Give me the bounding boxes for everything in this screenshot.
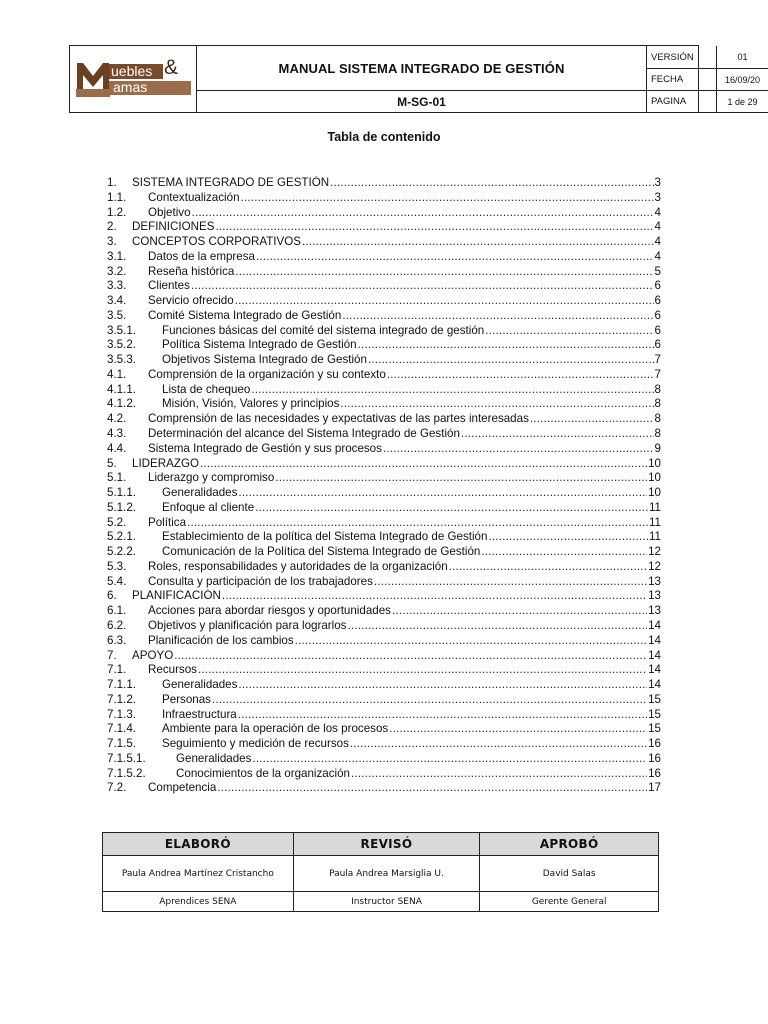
toc-entry-title: Reseña histórica	[148, 264, 235, 278]
table-of-contents	[107, 176, 661, 796]
toc-entry-leader	[481, 545, 647, 560]
toc-entry[interactable]	[107, 176, 661, 191]
toc-entry-leader	[488, 530, 647, 545]
toc-entry[interactable]	[107, 220, 661, 235]
toc-entry-leader	[295, 634, 647, 649]
toc-entry-leader	[174, 649, 647, 664]
toc-entry-page: 3	[654, 190, 661, 204]
toc-entry-leader	[461, 427, 654, 442]
toc-entry-page: 7	[654, 353, 661, 367]
toc-entry-page: 14	[648, 648, 661, 662]
toc-entry-page: 14	[648, 663, 661, 677]
toc-entry[interactable]	[107, 427, 661, 442]
toc-entry-title: Objetivos Sistema Integrado de Gestión	[162, 353, 367, 367]
toc-entry-title: Personas	[162, 692, 211, 706]
toc-entry-number: 7.1.4.	[107, 722, 137, 736]
toc-entry-number: 7.1.5.2.	[107, 766, 146, 780]
toc-entry-leader	[238, 486, 647, 501]
toc-entry[interactable]	[107, 678, 661, 693]
toc-entry[interactable]	[107, 589, 661, 604]
toc-entry-page: 8	[654, 427, 661, 441]
logo-word-camas: amas	[113, 79, 148, 95]
header-elaboro: ELABORÓ	[103, 833, 294, 856]
toc-entry[interactable]	[107, 737, 661, 752]
toc-entry-title: LIDERAZGO	[132, 456, 199, 470]
toc-entry-title: Contextualización	[148, 190, 240, 204]
toc-entry-leader	[256, 250, 654, 265]
toc-entry-leader	[187, 516, 648, 531]
toc-entry-number: 5.2.2.	[107, 545, 137, 559]
toc-entry-title: CONCEPTOS CORPORATIVOS	[132, 235, 301, 249]
toc-entry[interactable]	[107, 368, 661, 383]
toc-entry-page: 10	[648, 456, 661, 470]
toc-entry-title: Acciones para abordar riesgos y oportunidades	[148, 604, 391, 618]
toc-entry-page: 6	[654, 279, 661, 293]
toc-entry-page: 16	[648, 737, 661, 751]
toc-entry-number: 5.4.	[107, 574, 127, 588]
toc-entry-title: Generalidades	[162, 678, 238, 692]
toc-entry[interactable]	[107, 338, 661, 353]
toc-entry-number: 7.1.2.	[107, 692, 137, 706]
toc-entry-title: SISTEMA INTEGRADO DE GESTIÓN	[132, 176, 330, 189]
toc-entry-leader	[530, 412, 654, 427]
toc-entry-leader	[200, 457, 647, 472]
toc-entry-page: 8	[654, 412, 661, 426]
toc-entry-page: 6	[654, 308, 661, 322]
toc-entry-title: Ambiente para la operación de los procesos	[162, 722, 389, 736]
toc-entry-number: 4.1.	[107, 367, 127, 381]
document-code: M-SG-01	[197, 91, 647, 113]
toc-entry-title: Objetivos y planificación para lograrlos	[148, 618, 347, 632]
toc-entry-page: 13	[648, 604, 661, 618]
toc-entry-title: Generalidades	[176, 751, 252, 765]
toc-entry-leader	[238, 708, 647, 723]
toc-entry-page: 11	[648, 500, 661, 514]
toc-entry-number: 6.	[107, 589, 117, 603]
toc-entry-page: 12	[648, 545, 661, 559]
toc-entry-number: 6.3.	[107, 633, 127, 647]
toc-entry-leader	[302, 235, 654, 250]
company-logo	[75, 56, 191, 99]
toc-entry[interactable]	[107, 560, 661, 575]
toc-entry-page: 11	[648, 515, 661, 529]
role-aprobo: Gerente General	[480, 892, 659, 912]
toc-entry-title: Servicio ofrecido	[148, 294, 234, 308]
toc-entry-number: 5.3.	[107, 559, 127, 573]
toc-entry[interactable]	[107, 324, 661, 339]
toc-entry-page: 14	[648, 618, 661, 632]
toc-entry-leader	[252, 752, 647, 767]
toc-entry-number: 7.1.5.	[107, 737, 137, 751]
toc-entry-title: Comprensión de la organización y su contexto	[148, 367, 386, 381]
toc-entry-leader	[389, 722, 647, 737]
signature-header-row	[103, 833, 659, 856]
toc-entry-number: 4.1.1.	[107, 382, 137, 396]
toc-entry[interactable]	[107, 619, 661, 634]
document-header	[69, 45, 761, 113]
toc-entry-title: Competencia	[148, 781, 217, 795]
toc-entry-title: Determinación del alcance del Sistema Integrado de Gestión	[148, 427, 460, 441]
toc-entry-page: 4	[654, 205, 661, 219]
toc-entry-number: 7.2.	[107, 781, 127, 795]
toc-entry[interactable]	[107, 353, 661, 368]
toc-entry-leader	[198, 663, 647, 678]
toc-entry-leader	[392, 604, 647, 619]
toc-entry-title: Comprensión de las necesidades y expectativas de las partes interesadas	[148, 412, 529, 426]
header-aprobo: APROBÓ	[480, 833, 659, 856]
toc-entry-page: 14	[648, 633, 661, 647]
toc-entry-page: 6	[654, 323, 661, 337]
role-elaboro: Aprendices SENA	[103, 892, 294, 912]
toc-entry[interactable]	[107, 250, 661, 265]
name-elaboro: Paula Andrea Martínez Cristancho	[103, 856, 294, 892]
toc-entry-leader	[351, 767, 647, 782]
toc-entry-page: 8	[654, 397, 661, 411]
toc-entry[interactable]	[107, 708, 661, 723]
signature-table	[102, 832, 659, 912]
toc-entry[interactable]	[107, 767, 661, 782]
toc-entry[interactable]	[107, 781, 661, 796]
toc-entry[interactable]	[107, 442, 661, 457]
toc-entry-leader	[330, 176, 653, 191]
logo-cell	[70, 46, 197, 113]
toc-entry-leader	[485, 324, 653, 339]
toc-entry-title: Clientes	[148, 279, 190, 293]
toc-entry-title: Roles, responsabilidades y autoridades de la organización	[148, 559, 448, 573]
toc-entry[interactable]	[107, 397, 661, 412]
toc-entry-number: 4.4.	[107, 441, 127, 455]
toc-entry-page: 4	[654, 235, 661, 249]
document-title: MANUAL SISTEMA INTEGRADO DE GESTIÓN	[197, 46, 647, 91]
toc-entry-leader	[387, 368, 654, 383]
toc-entry-page: 14	[648, 678, 661, 692]
toc-entry-leader	[222, 589, 647, 604]
toc-entry-number: 6.2.	[107, 618, 127, 632]
toc-entry-page: 11	[648, 530, 661, 544]
toc-entry-number: 3.5.	[107, 308, 127, 322]
toc-entry-leader	[368, 353, 654, 368]
toc-entry[interactable]	[107, 693, 661, 708]
toc-entry-leader	[212, 693, 647, 708]
signature-names-row	[103, 856, 659, 892]
toc-entry-leader	[235, 294, 654, 309]
logo-word-muebles: uebles	[111, 63, 153, 79]
toc-entry[interactable]	[107, 545, 661, 560]
toc-entry-title: Funciones básicas del comité del sistema integrado de gestión	[162, 323, 485, 337]
toc-entry-page: 13	[648, 589, 661, 603]
toc-entry-number: 4.2.	[107, 412, 127, 426]
toc-entry-title: Liderazgo y compromiso	[148, 471, 275, 485]
toc-entry[interactable]	[107, 471, 661, 486]
toc-entry-page: 12	[648, 559, 661, 573]
toc-entry-number: 6.1.	[107, 604, 127, 618]
page-label: PAGINA	[647, 91, 717, 113]
toc-entry-page: 16	[648, 751, 661, 765]
toc-entry-number: 3.5.1.	[107, 323, 137, 337]
date-value: 16/09/20	[717, 69, 768, 91]
toc-entry[interactable]	[107, 722, 661, 737]
toc-entry-title: Establecimiento de la política del Sistema Integrado de Gestión	[162, 530, 488, 544]
toc-entry-number: 3.4.	[107, 294, 127, 308]
toc-entry-leader	[383, 442, 654, 457]
toc-entry-leader	[191, 279, 654, 294]
toc-entry-number: 3.3.	[107, 279, 127, 293]
toc-title: Tabla de contenido	[327, 130, 441, 144]
logo-ampersand: &	[164, 56, 179, 79]
toc-entry-title: Comunicación de la Política del Sistema Integrado de Gestión	[162, 545, 481, 559]
toc-entry-leader	[217, 781, 647, 796]
toc-entry-page: 8	[654, 382, 661, 396]
toc-entry-page: 9	[654, 441, 661, 455]
toc-entry-title: Comité Sistema Integrado de Gestión	[148, 308, 342, 322]
page-value: 1 de 29	[717, 91, 768, 113]
toc-entry-leader	[342, 309, 653, 324]
toc-entry[interactable]	[107, 383, 661, 398]
toc-entry-number: 5.1.	[107, 471, 127, 485]
signature-roles-row	[103, 892, 659, 912]
toc-entry-number: 5.	[107, 456, 117, 470]
toc-entry[interactable]	[107, 575, 661, 590]
toc-entry-page: 15	[648, 692, 661, 706]
toc-entry-number: 1.	[107, 176, 117, 189]
toc-entry-page: 15	[648, 722, 661, 736]
toc-entry[interactable]	[107, 457, 661, 472]
toc-entry-leader	[358, 338, 654, 353]
toc-entry[interactable]	[107, 663, 661, 678]
toc-entry-title: Recursos	[148, 663, 197, 677]
toc-entry-title: Conocimientos de la organización	[176, 766, 351, 780]
toc-entry-title: Lista de chequeo	[162, 382, 251, 396]
toc-entry-number: 5.2.1.	[107, 530, 137, 544]
version-value: 01	[717, 46, 768, 69]
toc-entry-number: 5.2.	[107, 515, 127, 529]
toc-entry-title: PLANIFICACIÓN	[132, 589, 221, 603]
toc-entry-title: Seguimiento y medición de recursos	[162, 737, 349, 751]
toc-entry-leader	[275, 471, 647, 486]
toc-entry-number: 1.2.	[107, 205, 127, 219]
toc-entry[interactable]	[107, 206, 661, 221]
toc-entry[interactable]	[107, 604, 661, 619]
toc-entry-leader	[347, 619, 647, 634]
role-reviso: Instructor SENA	[293, 892, 480, 912]
toc-entry-title: Sistema Integrado de Gestión y sus procesos	[148, 441, 382, 455]
toc-entry-leader	[374, 575, 647, 590]
toc-entry-page: 6	[654, 294, 661, 308]
toc-entry-page: 16	[648, 766, 661, 780]
toc-entry-number: 5.1.2.	[107, 500, 137, 514]
toc-entry-page: 13	[648, 574, 661, 588]
toc-entry-title: Generalidades	[162, 486, 238, 500]
toc-entry[interactable]	[107, 265, 661, 280]
toc-entry[interactable]	[107, 294, 661, 309]
toc-entry[interactable]	[107, 235, 661, 250]
toc-entry-number: 3.1.	[107, 249, 127, 263]
toc-entry-leader	[238, 678, 647, 693]
toc-entry-page: 3	[654, 176, 661, 189]
toc-entry[interactable]	[107, 309, 661, 324]
toc-entry-number: 3.5.2.	[107, 338, 137, 352]
toc-entry-title: Consulta y participación de los trabajadores	[148, 574, 373, 588]
version-label: VERSIÓN	[647, 46, 717, 69]
toc-entry-page: 15	[648, 707, 661, 721]
header-reviso: REVISÓ	[293, 833, 480, 856]
toc-entry-leader	[449, 560, 647, 575]
toc-entry-title: Política	[148, 515, 187, 529]
toc-entry-leader	[340, 397, 653, 412]
toc-entry[interactable]	[107, 412, 661, 427]
toc-entry-title: Enfoque al cliente	[162, 500, 255, 514]
toc-entry[interactable]	[107, 486, 661, 501]
toc-entry-number: 1.1.	[107, 190, 127, 204]
toc-entry-page: 17	[648, 781, 661, 795]
toc-entry-number: 7.1.3.	[107, 707, 137, 721]
toc-entry-number: 5.1.1.	[107, 486, 137, 500]
toc-entry-title: Planificación de los cambios	[148, 633, 294, 647]
toc-entry-page: 5	[654, 264, 661, 278]
toc-entry-page: 4	[654, 220, 661, 234]
name-aprobo: David Salas	[480, 856, 659, 892]
toc-entry-number: 3.	[107, 235, 117, 249]
toc-entry-number: 7.1.5.1.	[107, 751, 146, 765]
toc-entry-leader	[215, 220, 653, 235]
toc-entry-page: 6	[654, 338, 661, 352]
toc-entry-leader	[255, 501, 648, 516]
toc-entry-page: 7	[654, 367, 661, 381]
toc-entry-title: Objetivo	[148, 205, 191, 219]
m-logo-icon	[75, 59, 111, 99]
toc-entry-number: 7.	[107, 648, 117, 662]
toc-entry[interactable]	[107, 634, 661, 649]
toc-entry-title: Infraestructura	[162, 707, 237, 721]
toc-entry-number: 3.2.	[107, 264, 127, 278]
toc-entry[interactable]	[107, 752, 661, 767]
toc-entry-page: 4	[654, 249, 661, 263]
toc-entry-number: 7.1.	[107, 663, 127, 677]
name-reviso: Paula Andrea Marsiglia U.	[293, 856, 480, 892]
toc-entry[interactable]	[107, 530, 661, 545]
toc-entry-title: APOYO	[132, 648, 174, 662]
toc-entry[interactable]	[107, 279, 661, 294]
toc-entry-leader	[241, 191, 654, 206]
toc-entry-leader	[192, 206, 654, 221]
toc-entry-leader	[350, 737, 647, 752]
toc-entry-title: Política Sistema Integrado de Gestión	[162, 338, 357, 352]
date-label: FECHA	[647, 69, 717, 91]
toc-entry[interactable]	[107, 501, 661, 516]
toc-entry-title: Misión, Visión, Valores y principios	[162, 397, 340, 411]
toc-entry[interactable]	[107, 649, 661, 664]
toc-entry-number: 4.1.2.	[107, 397, 137, 411]
toc-entry-page: 10	[648, 471, 661, 485]
toc-entry[interactable]	[107, 191, 661, 206]
toc-entry-page: 10	[648, 486, 661, 500]
toc-entry-title: DEFINICIONES	[132, 220, 215, 234]
toc-entry-leader	[251, 383, 653, 398]
toc-entry-leader	[235, 265, 653, 280]
toc-entry-number: 7.1.1.	[107, 678, 137, 692]
toc-entry-number: 2.	[107, 220, 117, 234]
toc-entry-number: 3.5.3.	[107, 353, 137, 367]
toc-entry-number: 4.3.	[107, 427, 127, 441]
toc-entry-title: Datos de la empresa	[148, 249, 255, 263]
toc-entry[interactable]	[107, 516, 661, 531]
